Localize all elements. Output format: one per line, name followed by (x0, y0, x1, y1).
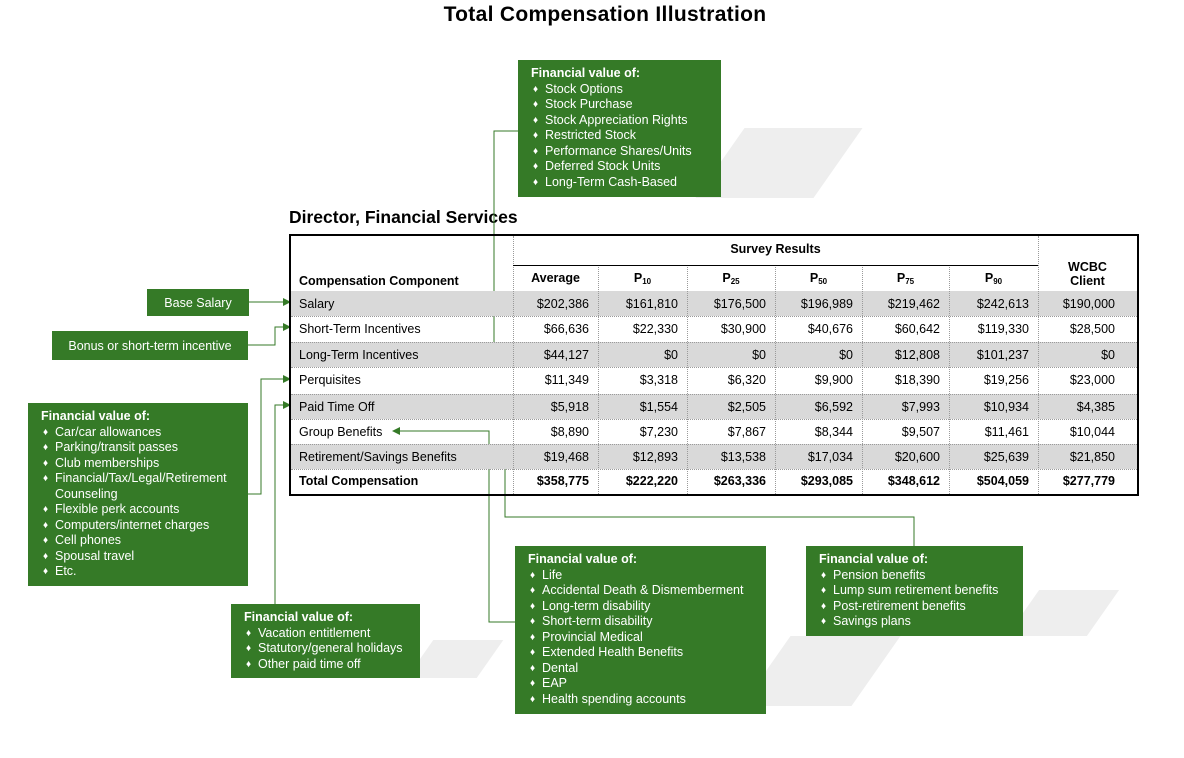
total-row (291, 469, 1137, 493)
row-label: Short-Term Incentives (299, 321, 421, 336)
table-row (291, 342, 1137, 367)
callout-item: ♦ Provincial Medical (528, 630, 766, 646)
row-label: Salary (299, 296, 335, 311)
column-header-average: Average (531, 271, 580, 285)
table-cell: $20,600 (894, 449, 940, 464)
table-cell: $2,505 (727, 399, 766, 414)
table-cell: $25,639 (983, 449, 1029, 464)
callout-heading: Financial value of: (819, 552, 929, 566)
table-cell: $9,900 (814, 372, 853, 387)
table-cell: $277,779 (1062, 474, 1115, 488)
table-cell: $222,220 (625, 474, 678, 488)
table-cell: $293,085 (800, 474, 853, 488)
callout-item: ♦ Stock Options (531, 82, 721, 98)
table-cell: $3,318 (639, 372, 678, 387)
row-label: Paid Time Off (299, 399, 375, 414)
table-cell: $4,385 (1076, 399, 1115, 414)
table-cell: $13,538 (720, 449, 766, 464)
table-cell: $23,000 (1069, 372, 1115, 387)
retirement-callout (806, 546, 1023, 636)
table-cell: $242,613 (976, 296, 1029, 311)
table-cell: $22,330 (632, 321, 678, 336)
table-cell: $263,336 (713, 474, 766, 488)
callout-item: ♦ Parking/transit passes (41, 440, 240, 456)
callout-item: ♦ EAP (528, 676, 766, 692)
ltip-callout (518, 60, 721, 197)
callout-item: ♦ Car/car allowances (41, 425, 240, 441)
group-header-rule (513, 265, 1038, 266)
callout-item: ♦ Performance Shares/Units (531, 144, 721, 160)
table-cell: $101,237 (976, 347, 1029, 362)
bonus-label: Bonus or short-term incentive (52, 331, 248, 360)
callout-item: ♦ Savings plans (819, 614, 1023, 630)
column-header-client: WCBC Client (1068, 260, 1107, 288)
callout-item: ♦ Deferred Stock Units (531, 159, 721, 175)
callout-item: ♦ Other paid time off (244, 657, 420, 673)
table-cell: $66,636 (543, 321, 589, 336)
callout-item: ♦ Club memberships (41, 456, 240, 472)
table-cell: $10,044 (1069, 424, 1115, 439)
callout-item: ♦ Life (528, 568, 766, 584)
callout-item: ♦ Vacation entitlement (244, 626, 420, 642)
callout-item: ♦ Statutory/general holidays (244, 641, 420, 657)
component-header: Compensation Component (299, 274, 459, 288)
callout-heading: Financial value of: (244, 610, 354, 624)
callout-item: ♦ Stock Appreciation Rights (531, 113, 721, 129)
table-cell: $0 (1101, 347, 1115, 362)
table-cell: $19,256 (983, 372, 1029, 387)
table-cell: $219,462 (887, 296, 940, 311)
table-cell: $17,034 (807, 449, 853, 464)
table-row (291, 367, 1137, 392)
row-label: Long-Term Incentives (299, 347, 419, 362)
callout-item: ♦ Restricted Stock (531, 128, 721, 144)
table-row (291, 394, 1137, 419)
table-cell: $11,461 (984, 424, 1029, 439)
callout-item: ♦ Long-Term Cash-Based (531, 175, 721, 191)
row-label: Retirement/Savings Benefits (299, 449, 457, 464)
connector-bonus (248, 327, 290, 345)
callout-item: ♦ Flexible perk accounts (41, 502, 240, 518)
table-cell: $196,989 (800, 296, 853, 311)
group-benefits-callout (515, 546, 766, 714)
table-cell: $6,592 (814, 399, 853, 414)
column-header-p90: $P_{90}$ (984, 271, 1003, 286)
table-cell: $161,810 (625, 296, 678, 311)
column-header-p50: $P_{50}$ (809, 271, 828, 286)
perquisites-callout (28, 403, 248, 586)
table-cell: $202,386 (536, 296, 589, 311)
callout-item: ♦ Cell phones (41, 533, 240, 549)
compensation-table (289, 234, 1139, 496)
column-header-p10: $P_{10}$ (633, 271, 652, 286)
table-cell: $358,775 (536, 474, 589, 488)
callout-heading: Financial value of: (528, 552, 638, 566)
table-cell: $30,900 (720, 321, 766, 336)
callout-item: ♦ Long-term disability (528, 599, 766, 615)
callout-heading: Financial value of: (41, 409, 151, 423)
table-cell: $12,808 (894, 347, 940, 362)
base-salary-label: Base Salary (147, 289, 249, 316)
table-cell: $11,349 (544, 372, 589, 387)
callout-item: ♦ Lump sum retirement benefits (819, 583, 1023, 599)
callout-item: ♦ Health spending accounts (528, 692, 766, 708)
table-cell: $6,320 (727, 372, 766, 387)
table-cell: $10,934 (983, 399, 1029, 414)
table-row (291, 316, 1137, 341)
callout-item: ♦ Computers/internet charges (41, 518, 240, 534)
table-cell: $5,918 (550, 399, 589, 414)
callout-item: ♦ Short-term disability (528, 614, 766, 630)
table-cell: $0 (664, 347, 678, 362)
page-title: Total Compensation Illustration (443, 3, 767, 26)
table-cell: $504,059 (976, 474, 1029, 488)
row-label: Group Benefits (299, 424, 383, 439)
table-cell: $1,554 (639, 399, 678, 414)
table-cell: $44,127 (543, 347, 589, 362)
table-cell: $7,230 (639, 424, 678, 439)
table-cell: $176,500 (713, 296, 766, 311)
table-cell: $7,867 (727, 424, 766, 439)
table-cell: $19,468 (543, 449, 589, 464)
table-cell: $348,612 (887, 474, 940, 488)
table-row (291, 444, 1137, 469)
table-cell: $0 (839, 347, 853, 362)
connector-perqs (248, 379, 290, 494)
callout-item: ♦ Pension benefits (819, 568, 1023, 584)
survey-results-header: Survey Results (730, 242, 821, 256)
table-cell: $7,993 (901, 399, 940, 414)
table-cell: $190,000 (1062, 296, 1115, 311)
row-label: Perquisites (299, 372, 361, 387)
callout-item: ♦ Etc. (41, 564, 240, 580)
table-cell: $8,890 (550, 424, 589, 439)
table-cell: $9,507 (901, 424, 940, 439)
table-cell: $60,642 (894, 321, 940, 336)
table-cell: $28,500 (1069, 321, 1115, 336)
column-header-p25: $P_{25}$ (722, 271, 740, 286)
callout-item: ♦ Post-retirement benefits (819, 599, 1023, 615)
callout-item: ♦ Extended Health Benefits (528, 645, 766, 661)
table-cell: $21,850 (1069, 449, 1115, 464)
table-row (291, 291, 1137, 316)
table-cell: $8,344 (814, 424, 853, 439)
table-subtitle: Director, Financial Services (289, 207, 518, 227)
callout-item: ♦ Dental (528, 661, 766, 677)
row-label: Total Compensation (299, 474, 419, 488)
paid-time-off-callout (231, 604, 420, 678)
connector-pto (275, 405, 290, 604)
callout-item: ♦ Accidental Death & Dismemberment (528, 583, 766, 599)
callout-item: ♦ Stock Purchase (531, 97, 721, 113)
callout-item: ♦ Spousal travel (41, 549, 240, 565)
callout-heading: Financial value of: (531, 66, 641, 80)
table-cell: $12,893 (632, 449, 678, 464)
table-cell: $119,330 (977, 321, 1029, 336)
table-cell: $40,676 (807, 321, 853, 336)
column-header-p75: $P_{75}$ (896, 271, 915, 286)
callout-item: ♦ Financial/Tax/Legal/Retirement Counseling (41, 471, 240, 502)
table-cell: $0 (752, 347, 766, 362)
table-cell: $18,390 (894, 372, 940, 387)
table-row (291, 419, 1137, 444)
